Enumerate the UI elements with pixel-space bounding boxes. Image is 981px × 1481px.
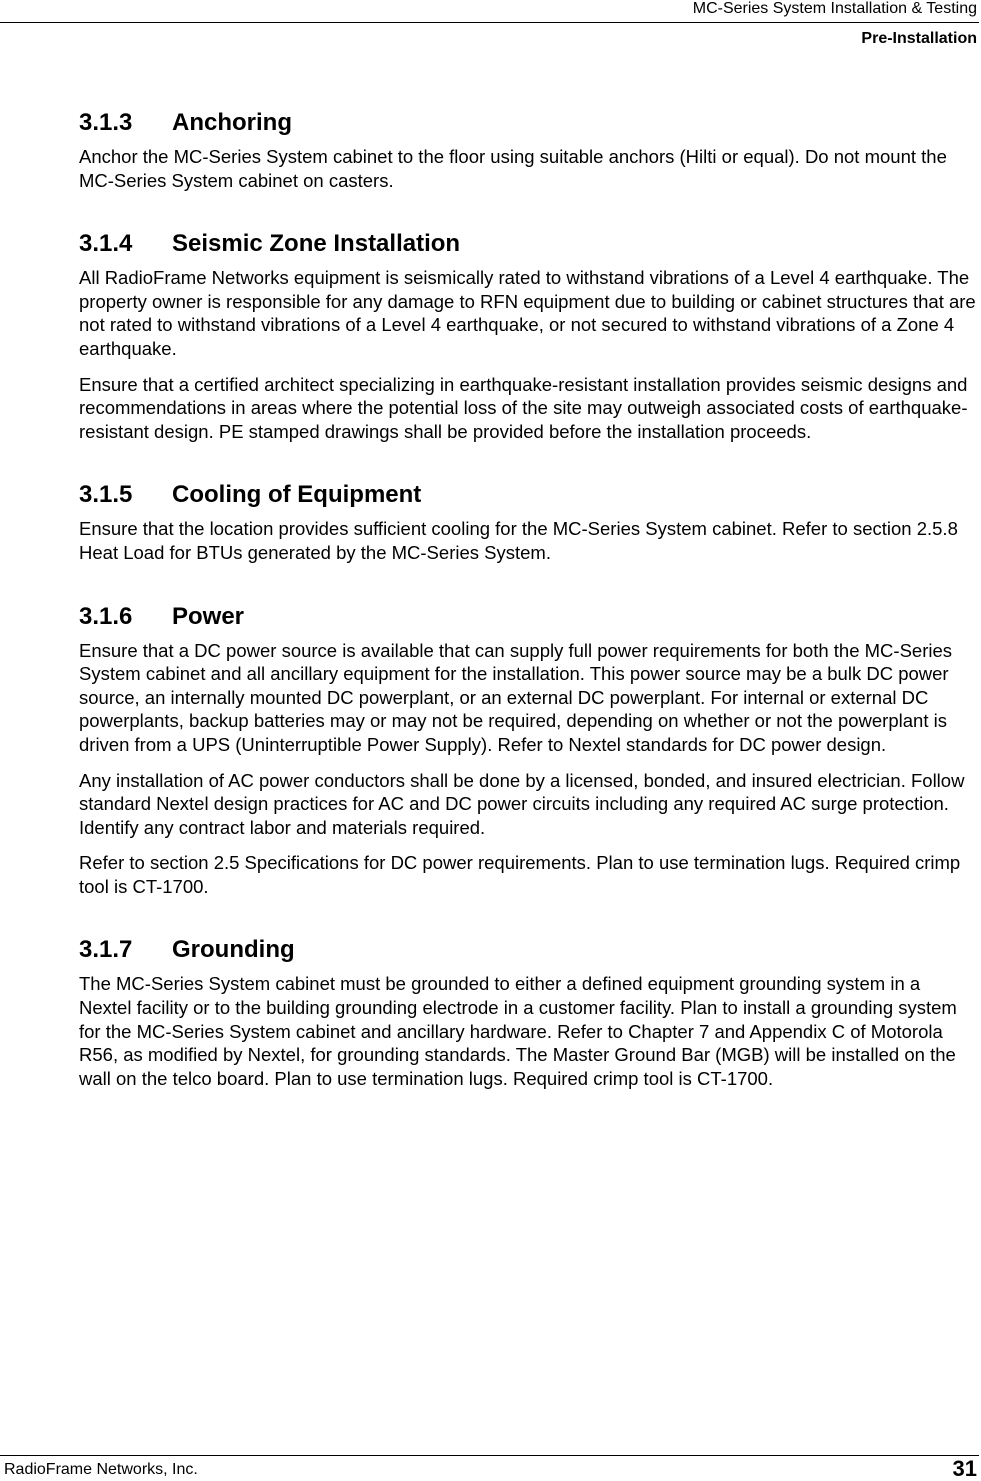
section-number: 3.1.5 xyxy=(79,481,133,509)
section-heading xyxy=(79,480,977,510)
paragraph: The MC-Series System cabinet must be grounded to either a defined equipment grounding system in a Nextel facility or to the building grounding electrode in a customer facility. Plan to install a grounding system for the MC-Series System cabinet and ancillary hardware. Refer to Chapter 7 and Appendix C of Motorola R56, as modified by Nextel, for grounding standards. The Master Ground Bar (MGB) will be installed on the wall on the telco board. Plan to use termination lugs. Required crimp tool is CT-1700. xyxy=(79,973,957,1089)
running-header-section: Pre-Installation xyxy=(861,30,977,47)
paragraph: All RadioFrame Networks equipment is seismically rated to withstand vibrations of a Level 4 earthquake. The property owner is responsible for any damage to RFN equipment due to building or cabinet structures that are not rated to withstand vibrations of a Level 4 earthquake, or not secured to withstand vibrations of a Zone 4 earthquake. xyxy=(79,267,976,359)
section-heading xyxy=(79,108,977,138)
section-seismic-zone-installation xyxy=(79,229,977,443)
header-rule xyxy=(0,22,979,23)
section-cooling-of-equipment xyxy=(79,480,977,564)
section-heading xyxy=(79,229,977,259)
paragraph: Ensure that a certified architect specializing in earthquake-resistant installation provides seismic designs and recommendations in areas where the potential loss of the site may outweigh associated costs of earthquake-resistant design. PE stamped drawings shall be provided before the installation proceeds. xyxy=(79,373,968,442)
footer-company: RadioFrame Networks, Inc. xyxy=(4,1461,198,1478)
section-title: Grounding xyxy=(172,936,295,964)
page-body xyxy=(79,108,977,1127)
footer-rule xyxy=(0,1455,979,1456)
running-header-title: MC-Series System Installation & Testing xyxy=(692,0,977,17)
section-number: 3.1.7 xyxy=(79,936,133,964)
paragraph: Refer to section 2.5 Specifications for DC power requirements. Plan to use termination lugs. Required crimp tool is CT-1700. xyxy=(79,852,961,897)
section-number: 3.1.3 xyxy=(79,109,133,136)
paragraph: Any installation of AC power conductors shall be done by a licensed, bonded, and insured electrician. Follow standard Nextel design practices for AC and DC power circuits including any required AC surge protection. Identify any contract labor and materials required. xyxy=(79,769,965,838)
section-number: 3.1.6 xyxy=(79,602,133,630)
section-title: Power xyxy=(172,602,245,630)
paragraph: Ensure that the location provides sufficient cooling for the MC-Series System cabinet. Refer to section 2.5.8 Heat Load for BTUs generated by the MC-Series System. xyxy=(79,518,958,563)
section-title: Seismic Zone Installation xyxy=(172,230,461,258)
section-grounding xyxy=(79,935,977,1090)
section-number: 3.1.4 xyxy=(79,230,133,258)
page-number: 31 xyxy=(952,1456,977,1481)
section-title: Anchoring xyxy=(172,109,292,136)
paragraph: Anchor the MC-Series System cabinet to the floor using suitable anchors (Hilti or equal). Do not mount the MC-Series System cabinet on casters. xyxy=(79,146,947,191)
paragraph: Ensure that a DC power source is available that can supply full power requirements for both the MC-Series System cabinet and all ancillary equipment for the installation. This power source may be a bulk DC power source, an internally mounted DC powerplant, or an external DC powerplant. For internal or external DC powerplants, backup batteries may or may not be required, depending on whether or not the powerplant is driven from a UPS (Uninterruptible Power Supply). Refer to Nextel standards for DC power design. xyxy=(79,639,953,755)
section-heading xyxy=(79,935,977,965)
section-anchoring xyxy=(79,108,977,192)
section-heading xyxy=(79,602,977,632)
section-power xyxy=(79,602,977,899)
section-title: Cooling of Equipment xyxy=(172,481,422,509)
